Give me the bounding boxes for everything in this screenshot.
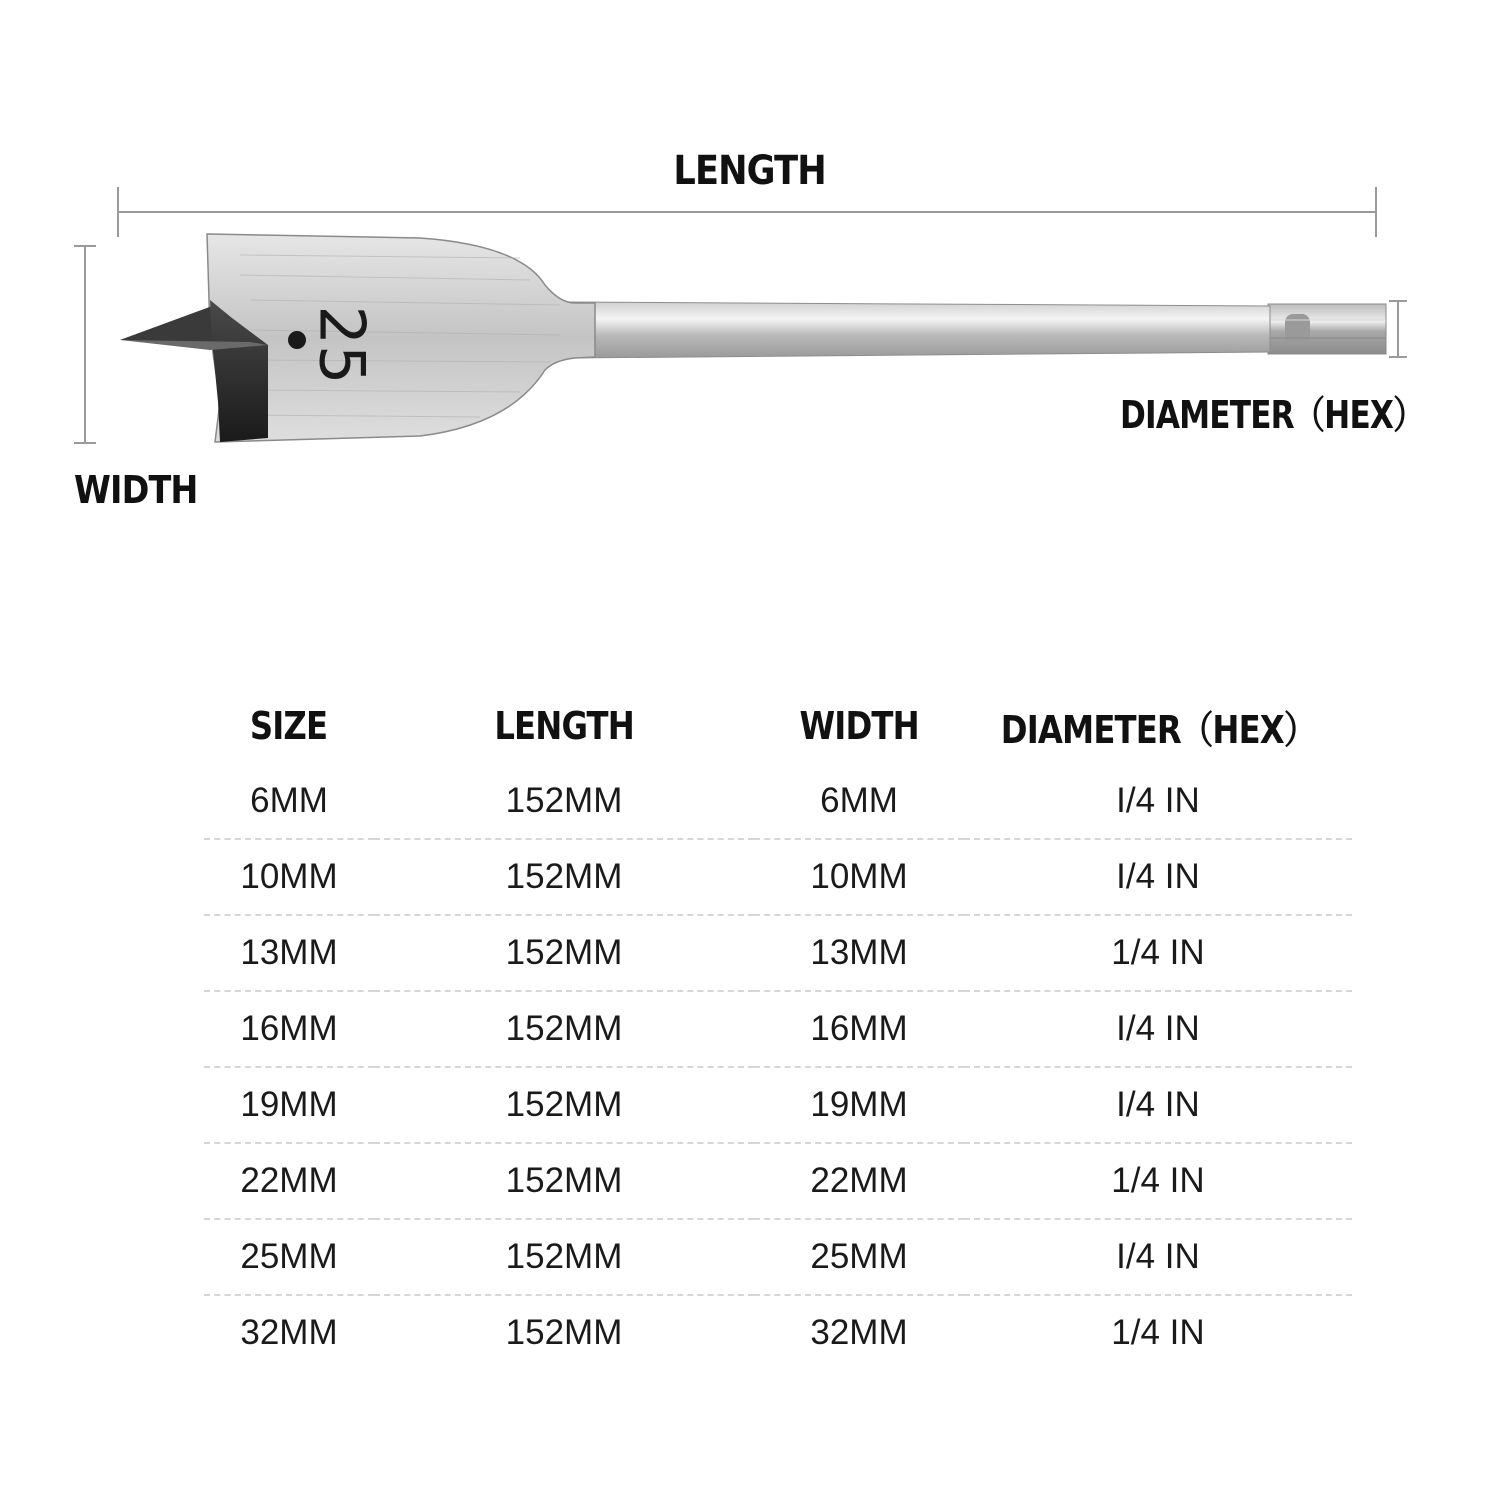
- width-label: WIDTH: [74, 468, 198, 512]
- header-size: SIZE: [250, 704, 328, 748]
- cell-size: 32MM: [240, 1313, 338, 1352]
- header-width: WIDTH: [799, 704, 919, 748]
- cell-size: 6MM: [250, 781, 328, 820]
- cell-diameter: 1/4 IN: [1111, 1161, 1205, 1200]
- table-row: [204, 1219, 1352, 1295]
- table-row: [204, 1143, 1352, 1219]
- round-shaft: [570, 302, 1270, 358]
- spec-table-header-row: [204, 688, 1352, 764]
- table-row: [204, 1295, 1352, 1370]
- cell-width: 6MM: [820, 781, 898, 820]
- cell-length: 152MM: [505, 1009, 623, 1048]
- cell-length: 152MM: [505, 933, 623, 972]
- bit-size-marking: 25: [305, 305, 379, 385]
- cell-diameter: I/4 IN: [1116, 1085, 1200, 1124]
- blade-hole: [288, 331, 306, 349]
- cell-length: 152MM: [505, 1313, 623, 1352]
- cell-length: 152MM: [505, 1237, 623, 1276]
- cell-length: 152MM: [505, 781, 623, 820]
- cell-size: 22MM: [240, 1161, 338, 1200]
- cell-width: 25MM: [810, 1237, 908, 1276]
- cell-width: 16MM: [810, 1009, 908, 1048]
- cell-length: 152MM: [505, 1085, 623, 1124]
- length-label: LENGTH: [673, 148, 827, 194]
- cell-size: 16MM: [240, 1009, 338, 1048]
- cell-size: 25MM: [240, 1237, 338, 1276]
- header-diameter: DIAMETER（HEX）: [1000, 707, 1316, 752]
- cell-diameter: I/4 IN: [1116, 1237, 1200, 1276]
- cell-width: 13MM: [810, 933, 908, 972]
- cell-diameter: 1/4 IN: [1111, 933, 1205, 972]
- cell-diameter: I/4 IN: [1116, 857, 1200, 896]
- cell-width: 32MM: [810, 1313, 908, 1352]
- table-row: [204, 764, 1352, 839]
- cell-size: 10MM: [240, 857, 338, 896]
- cell-length: 152MM: [505, 1161, 623, 1200]
- table-row: [204, 915, 1352, 991]
- table-row: [204, 991, 1352, 1067]
- cell-diameter: 1/4 IN: [1111, 1313, 1205, 1352]
- table-row: [204, 1067, 1352, 1143]
- cell-width: 19MM: [810, 1085, 908, 1124]
- cell-diameter: I/4 IN: [1116, 781, 1200, 820]
- cell-width: 10MM: [810, 857, 908, 896]
- spade-bit-illustration: [0, 0, 1500, 520]
- cell-size: 13MM: [240, 933, 338, 972]
- header-length: LENGTH: [494, 704, 634, 748]
- table-row: [204, 839, 1352, 915]
- cell-size: 19MM: [240, 1085, 338, 1124]
- spec-table: [204, 688, 1352, 1370]
- hex-shank: [1268, 304, 1386, 354]
- cell-length: 152MM: [505, 857, 623, 896]
- cell-diameter: I/4 IN: [1116, 1009, 1200, 1048]
- diameter-label: DIAMETER（HEX）: [1120, 393, 1424, 437]
- cell-width: 22MM: [810, 1161, 908, 1200]
